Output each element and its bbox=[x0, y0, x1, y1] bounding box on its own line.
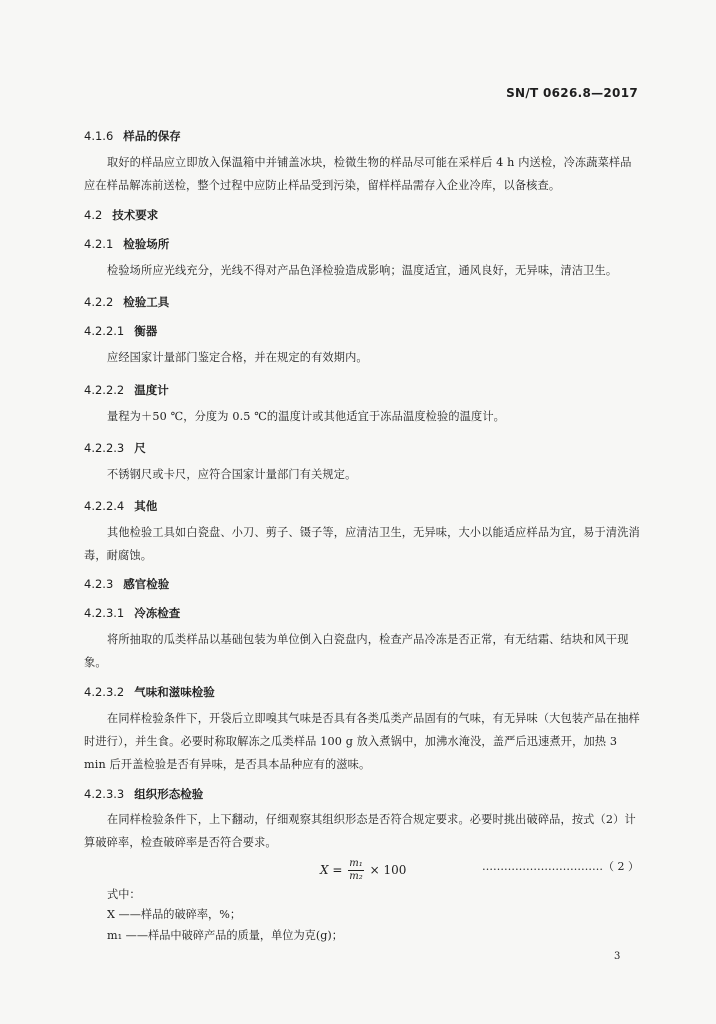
heading-number: 4.2.2.3 bbox=[84, 441, 125, 455]
formula-fraction bbox=[348, 858, 364, 883]
paragraph-texture-check: 在同样检验条件下，上下翻动，仔细观察其组织形态是否符合规定要求。必要时挑出破碎品，按式（2）计算破碎率，检查破碎率是否符合要求。 bbox=[84, 813, 636, 849]
paragraph-other-tools: 其他检验工具如白瓷盘、小刀、剪子、镊子等，应清洁卫生，无异味，大小以能适应样品为宜，易于清洗消毒，耐腐蚀。 bbox=[84, 526, 640, 562]
heading-4-2-2-2 bbox=[84, 382, 169, 398]
heading-4-2-3-1 bbox=[84, 605, 180, 621]
heading-number: 4.2.2.2 bbox=[84, 383, 125, 397]
formula-rhs: × 100 bbox=[369, 863, 407, 877]
paragraph-freezing-check: 将所抽取的瓜类样品以基础包装为单位倒入白瓷盘内，检查产品冷冻是否正常，有无结霜、结块和风干现象。 bbox=[84, 633, 629, 669]
heading-4-2-1 bbox=[84, 236, 169, 252]
heading-number: 4.2.3 bbox=[84, 577, 114, 591]
where-item-x: X ——样品的破碎率，%； bbox=[107, 908, 242, 921]
formula-label: ……………………………（ 2 ） bbox=[482, 860, 639, 873]
formula-lhs: X = bbox=[320, 863, 343, 877]
formula-breakage-rate bbox=[320, 858, 406, 883]
heading-title: 组织形态检验 bbox=[134, 787, 204, 801]
heading-title: 冷冻检查 bbox=[134, 606, 181, 620]
heading-number: 4.2.2 bbox=[84, 295, 114, 309]
heading-4-2 bbox=[84, 207, 158, 223]
heading-number: 4.2.3.2 bbox=[84, 685, 125, 699]
page-number: 3 bbox=[614, 951, 621, 962]
formula-denominator: m₂ bbox=[349, 871, 363, 882]
standard-number: SN/T 0626.8—2017 bbox=[506, 86, 638, 100]
formula-numerator: m₁ bbox=[349, 858, 363, 869]
heading-title: 感官检验 bbox=[123, 577, 170, 591]
heading-number: 4.2.3.3 bbox=[84, 787, 125, 801]
heading-number: 4.2.2.1 bbox=[84, 324, 125, 338]
heading-4-2-2-3 bbox=[84, 440, 146, 456]
heading-number: 4.1.6 bbox=[84, 129, 114, 143]
heading-4-2-3-2 bbox=[84, 684, 215, 700]
heading-title: 检验工具 bbox=[123, 295, 170, 309]
heading-4-2-3 bbox=[84, 576, 169, 592]
heading-title: 其他 bbox=[134, 499, 158, 513]
heading-title: 尺 bbox=[134, 441, 146, 455]
where-item-m1: m₁ ——样品中破碎产品的质量，单位为克(g)； bbox=[107, 929, 343, 942]
heading-number: 4.2 bbox=[84, 208, 103, 222]
paragraph-sample-storage: 取好的样品应立即放入保温箱中并铺盖冰块，检微生物的样品尽可能在采样后 4 h 内送检，冷冻蔬菜样品应在样品解冻前送检，整个过程中应防止样品受到污染，留样样品需存入企业冷库，以备核查。 bbox=[84, 156, 632, 192]
heading-4-2-2-4 bbox=[84, 498, 157, 514]
heading-4-2-3-3 bbox=[84, 786, 203, 802]
paragraph-odor-taste: 在同样检验条件下，开袋后立即嗅其气味是否具有各类瓜类产品固有的气味，有无异味（大包装产品在抽样时进行），并生食。必要时称取解冻之瓜类样品 100 g 放入煮锅中，加沸水淹没，盖严后迅速煮开，加热 3 min 后开盖检验是否有异味，是否具本品种应有的滋味。 bbox=[84, 712, 640, 771]
where-intro: 式中： bbox=[107, 888, 141, 901]
heading-title: 气味和滋味检验 bbox=[134, 685, 215, 699]
heading-4-1-6 bbox=[84, 128, 181, 144]
heading-number: 4.2.1 bbox=[84, 237, 114, 251]
paragraph-ruler: 不锈钢尺或卡尺，应符合国家计量部门有关规定。 bbox=[107, 468, 357, 481]
heading-number: 4.2.2.4 bbox=[84, 499, 125, 513]
heading-title: 衡器 bbox=[134, 324, 158, 338]
heading-title: 检验场所 bbox=[123, 237, 170, 251]
heading-number: 4.2.3.1 bbox=[84, 606, 125, 620]
heading-4-2-2-1 bbox=[84, 323, 157, 339]
paragraph-scales: 应经国家计量部门鉴定合格，并在规定的有效期内。 bbox=[107, 351, 368, 364]
paragraph-inspection-site: 检验场所应光线充分，光线不得对产品色泽检验造成影响；温度适宜，通风良好，无异味，清洁卫生。 bbox=[107, 264, 618, 277]
heading-title: 技术要求 bbox=[112, 208, 159, 222]
heading-4-2-2 bbox=[84, 294, 169, 310]
heading-title: 样品的保存 bbox=[123, 129, 181, 143]
paragraph-thermometer: 量程为＋50 ℃，分度为 0.5 ℃的温度计或其他适宜于冻品温度检验的温度计。 bbox=[107, 410, 506, 423]
heading-title: 温度计 bbox=[134, 383, 169, 397]
